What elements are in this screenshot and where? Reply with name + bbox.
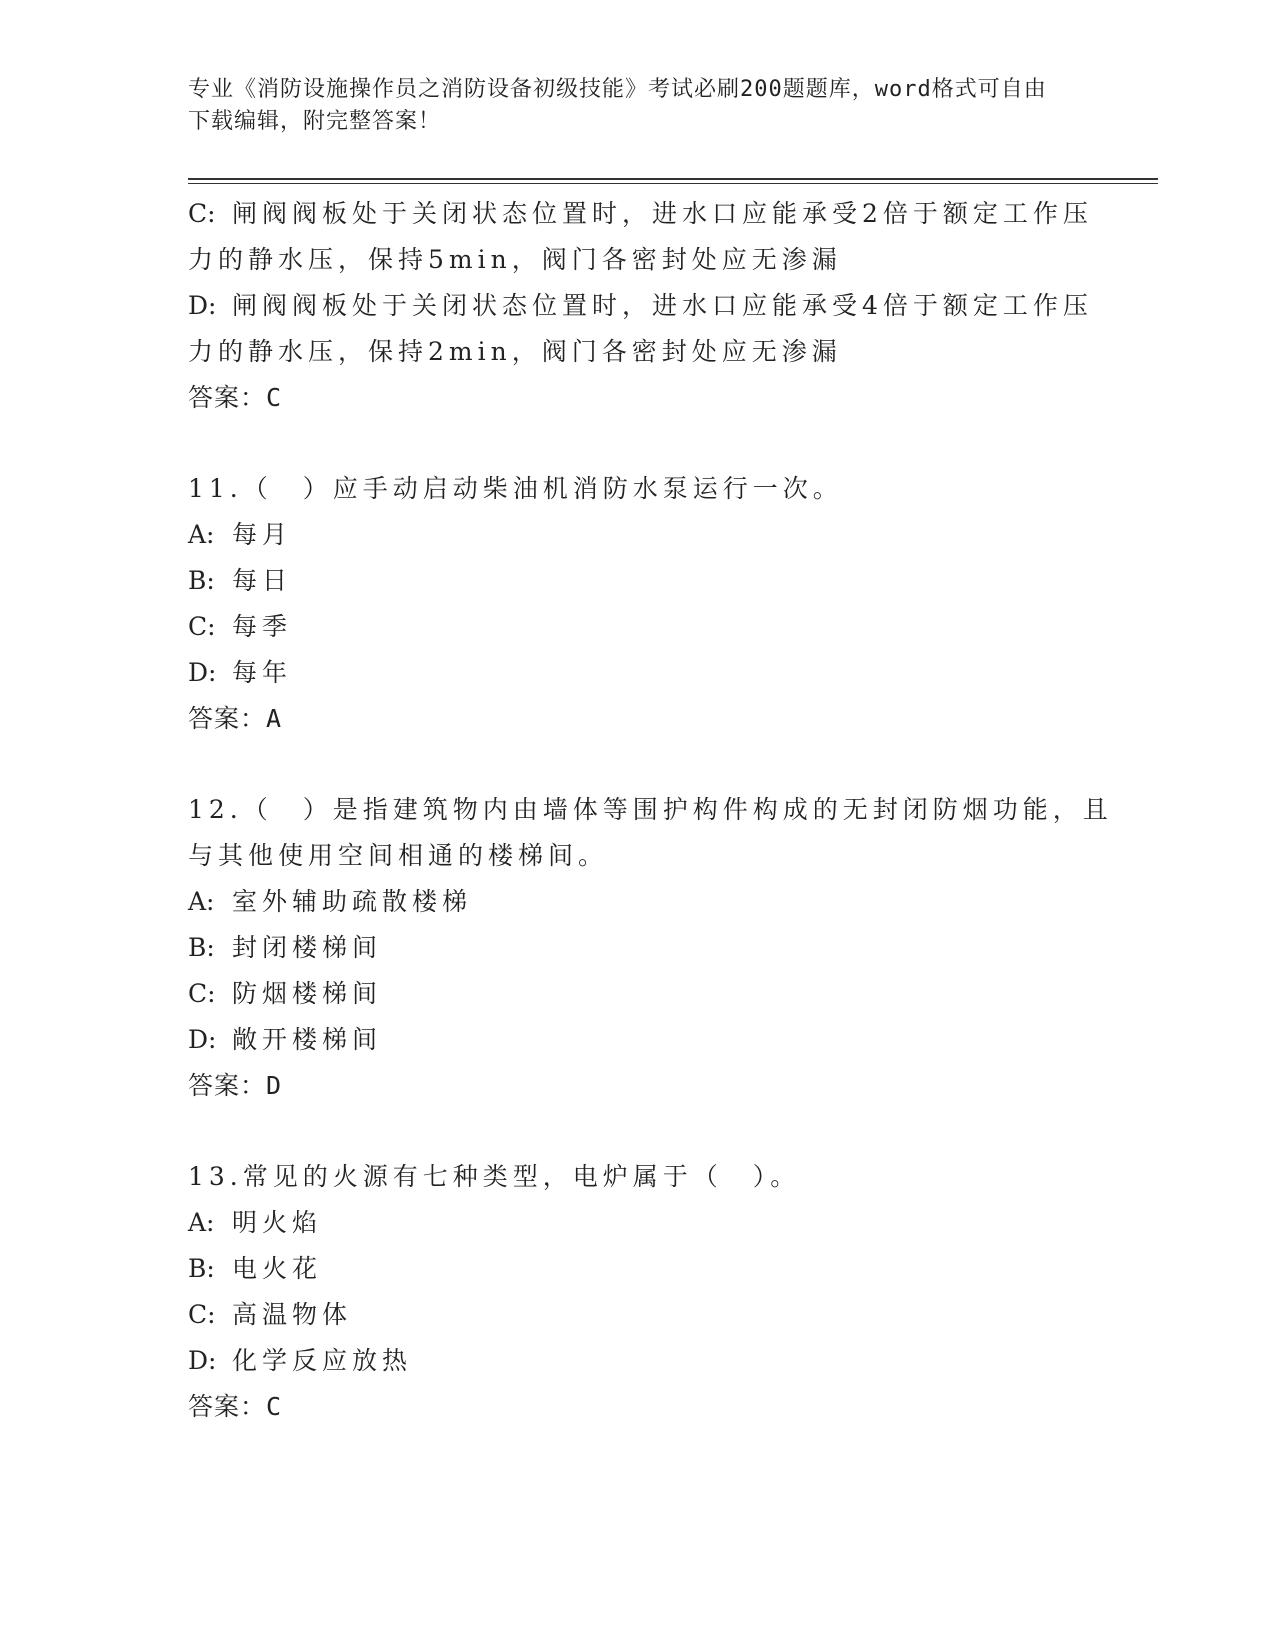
answer-line: 答案：C (188, 383, 283, 412)
option-d (188, 1017, 1088, 1063)
question-10-block (188, 191, 1093, 421)
option-a (188, 512, 1088, 558)
option-label: C: (188, 612, 216, 641)
option-a (188, 1200, 1088, 1246)
option-text: 化学反应放热 (232, 1346, 413, 1375)
question-stem: 13.常见的火源有七种类型，电炉属于（ ）。 (188, 1162, 801, 1191)
option-d (188, 1338, 1088, 1384)
question-stem: 11.（ ）应手动启动柴油机消防水泵运行一次。 (188, 474, 843, 503)
option-label: D: (188, 291, 217, 320)
option-b (188, 558, 1088, 604)
spacer (188, 1109, 1088, 1154)
option-text: 明火焰 (232, 1208, 323, 1237)
option-label: B: (188, 1254, 215, 1283)
question-content (188, 191, 1113, 1430)
option-text: 每季 (232, 612, 293, 641)
option-text: 每年 (232, 658, 293, 687)
question-12-block (188, 787, 1113, 1109)
option-label: A: (188, 1208, 215, 1237)
answer-line: 答案：D (188, 1071, 283, 1100)
document-header: 专业《消防设施操作员之消防设备初级技能》考试必刷200题题库，word格式可自由下载编辑，附完整答案！ (188, 77, 1047, 134)
spacer (188, 742, 1088, 787)
option-c (188, 971, 1088, 1017)
option-label: C: (188, 979, 216, 1008)
option-label: C: (188, 199, 216, 228)
option-label: A: (188, 520, 215, 549)
question-stem: 12.（ ）是指建筑物内由墙体等围护构件构成的无封闭防烟功能，且 (188, 795, 1113, 824)
answer-line: 答案：A (188, 704, 283, 733)
option-c (188, 1292, 1088, 1338)
option-text: 电火花 (232, 1254, 323, 1283)
option-d (188, 283, 1093, 329)
option-c-continued: 力的静水压，保持5min，阀门各密封处应无渗漏 (188, 245, 842, 274)
option-a (188, 879, 1088, 925)
option-label: B: (188, 933, 215, 962)
option-label: A: (188, 887, 215, 916)
answer-line: 答案：C (188, 1392, 283, 1421)
option-text: 敞开楼梯间 (232, 1025, 383, 1054)
question-11-block (188, 466, 1088, 742)
option-b (188, 1246, 1088, 1292)
option-label: B: (188, 566, 215, 595)
question-stem-continued: 与其他使用空间相通的楼梯间。 (188, 841, 609, 870)
option-label: D: (188, 1346, 217, 1375)
question-13-block (188, 1154, 1088, 1430)
option-label: C: (188, 1300, 216, 1329)
option-c (188, 191, 1093, 237)
option-text: 高温物体 (232, 1300, 353, 1329)
option-text: 封闭楼梯间 (232, 933, 383, 962)
option-text: 闸阀阀板处于关闭状态位置时，进水口应能承受2倍于额定工作压 (232, 199, 1093, 228)
option-text: 每日 (232, 566, 293, 595)
option-text: 每月 (232, 520, 293, 549)
option-text: 防烟楼梯间 (232, 979, 383, 1008)
option-d (188, 650, 1088, 696)
header-divider-thick (188, 178, 1158, 180)
spacer (188, 421, 1088, 466)
header-divider-thin (188, 183, 1158, 184)
option-label: D: (188, 1025, 217, 1054)
option-b (188, 925, 1088, 971)
option-text: 闸阀阀板处于关闭状态位置时，进水口应能承受4倍于额定工作压 (232, 291, 1093, 320)
option-text: 室外辅助疏散楼梯 (232, 887, 473, 916)
option-d-continued: 力的静水压，保持2min，阀门各密封处应无渗漏 (188, 337, 842, 366)
option-c (188, 604, 1088, 650)
option-label: D: (188, 658, 217, 687)
